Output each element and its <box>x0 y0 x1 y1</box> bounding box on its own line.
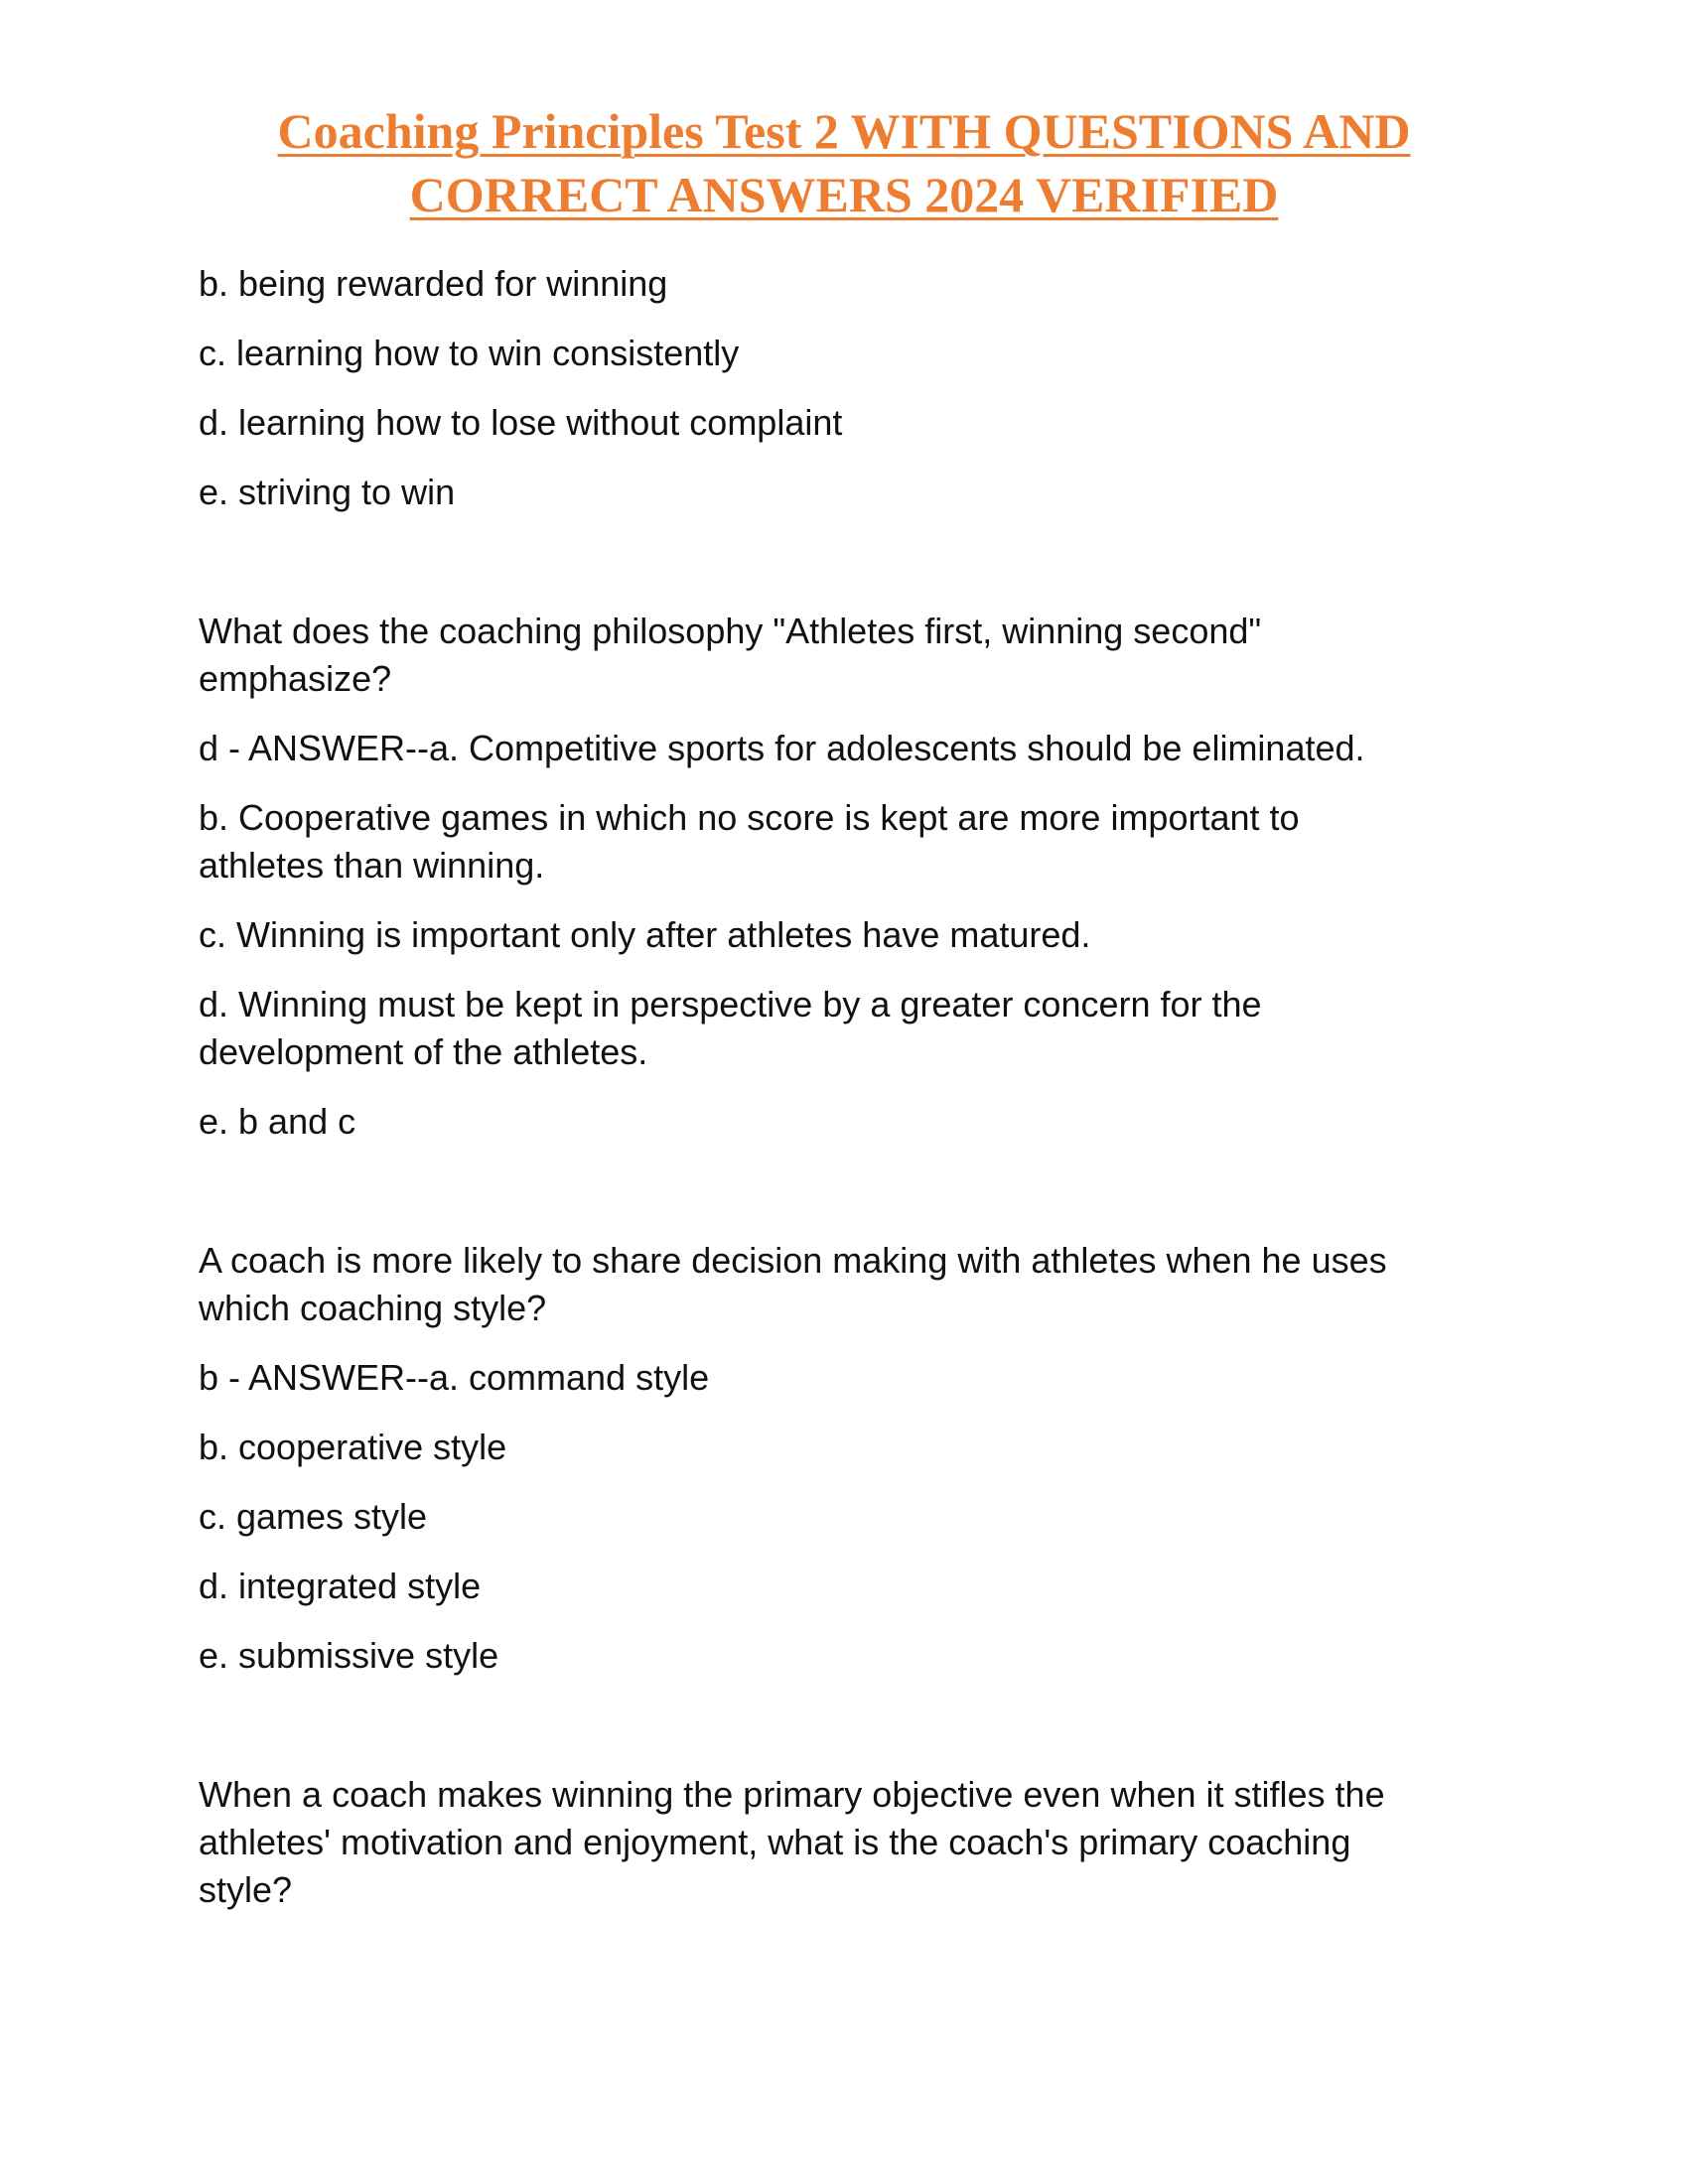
title-line-2: CORRECT ANSWERS 2024 VERIFIED <box>409 167 1279 222</box>
option-b-continued: athletes than winning. <box>199 845 545 886</box>
option-b: b. Cooperative games in which no score is kept are more important to <box>199 797 1300 838</box>
question-text-line: When a coach makes winning the primary objective even when it stifles the <box>199 1774 1385 1815</box>
option-d-continued: development of the athletes. <box>199 1031 648 1072</box>
option-c: c. learning how to win consistently <box>199 333 740 373</box>
question-text-line: What does the coaching philosophy "Athletes first, winning second" <box>199 611 1262 651</box>
option-d: d. Winning must be kept in perspective by a greater concern for the <box>199 984 1262 1024</box>
question-text-line: style? <box>199 1869 293 1910</box>
document-title <box>149 99 1539 226</box>
question-text-line: athletes' motivation and enjoyment, what is the coach's primary coaching <box>199 1822 1351 1862</box>
answer-line: b - ANSWER--a. command style <box>199 1357 710 1398</box>
option-e: e. striving to win <box>199 472 456 512</box>
question-3 <box>199 1237 1499 1680</box>
title-line-1: Coaching Principles Test 2 WITH QUESTIONS AND <box>277 103 1411 159</box>
option-b: b. cooperative style <box>199 1427 507 1467</box>
option-c: c. Winning is important only after athletes have matured. <box>199 914 1091 955</box>
option-b: b. being rewarded for winning <box>199 263 668 304</box>
question-text-line: A coach is more likely to share decision making with athletes when he uses <box>199 1240 1387 1281</box>
question-1-options <box>199 260 1499 516</box>
question-2 <box>199 608 1499 1146</box>
option-c: c. games style <box>199 1496 428 1537</box>
option-d: d. learning how to lose without complaint <box>199 402 843 443</box>
question-text-line: emphasize? <box>199 658 392 699</box>
option-e: e. b and c <box>199 1101 356 1142</box>
answer-line: d - ANSWER--a. Competitive sports for adolescents should be eliminated. <box>199 728 1365 768</box>
question-4 <box>199 1771 1499 1914</box>
option-e: e. submissive style <box>199 1635 499 1676</box>
option-d: d. integrated style <box>199 1566 482 1606</box>
question-text-line: which coaching style? <box>199 1288 547 1328</box>
document-body <box>199 260 1499 1914</box>
